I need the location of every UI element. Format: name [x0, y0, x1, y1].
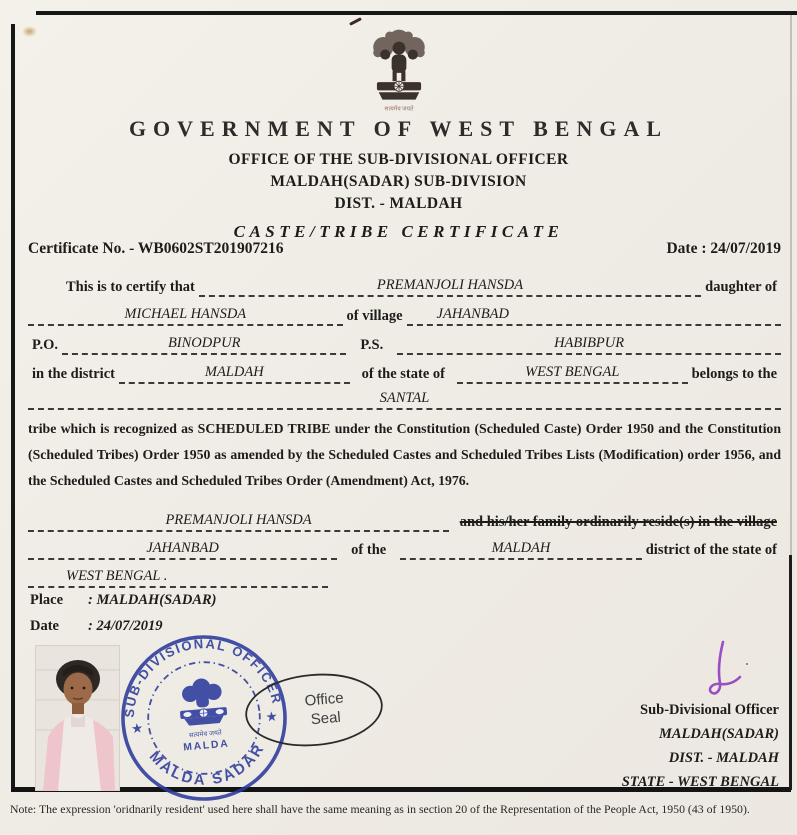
stamp-bottom-text: MALDA SADAR [145, 740, 269, 789]
row-reside-state [28, 560, 781, 588]
district-field [119, 355, 350, 384]
stamp-emblem-icon [177, 677, 228, 727]
resident-name-value: PREMANJOLI HANSDA [165, 512, 312, 528]
row-certify [28, 268, 781, 297]
certificate-number-value: WB0602ST201907216 [137, 240, 284, 257]
reside-village-value: JAHANBAD [146, 540, 219, 556]
row-district-state [28, 355, 781, 384]
certificate-title: CASTE/TRIBE CERTIFICATE [233, 222, 564, 241]
village-label: of village [346, 308, 403, 324]
ps-field [397, 326, 781, 355]
of-the-label: of the [351, 542, 387, 558]
office-seal [240, 666, 388, 754]
tribe-value: SANTAL [379, 390, 430, 406]
village-value: JAHANBAD [436, 306, 510, 322]
certificate-number [28, 240, 283, 258]
state-label: of the state of [361, 366, 445, 382]
date-value: 24/07/2019 [710, 240, 781, 257]
national-emblem-icon [0, 20, 797, 112]
reside-village-field [28, 532, 337, 560]
ps-value: HABIBPUR [554, 335, 625, 351]
belongs-label: belongs to the [691, 366, 778, 382]
office-line: OFFICE OF THE SUB-DIVISIONAL OFFICER [228, 151, 569, 168]
district-value: MALDAH [204, 364, 264, 380]
row-po-ps [28, 326, 781, 355]
government-title: GOVERNMENT OF WEST BENGAL [128, 116, 669, 141]
state-value: WEST BENGAL [525, 364, 620, 380]
footer-date-label: Date [30, 618, 59, 634]
frame-right-border [789, 555, 792, 790]
reside-district-value: MALDAH [491, 540, 551, 556]
frame-top-border [36, 11, 797, 15]
stamp-motto: सत्यमेव जयते [188, 729, 223, 740]
row-tribe [28, 384, 781, 410]
place-row [30, 592, 217, 609]
reside-state-value: WEST BENGAL . [66, 568, 168, 584]
stamp-center-text: MALDA [182, 738, 231, 754]
office-seal-line2: Seal [310, 708, 342, 729]
certificate-body [28, 268, 781, 588]
po-label: P.O. [32, 337, 59, 353]
meta-row [28, 240, 781, 258]
reside-state-field [28, 560, 328, 588]
issue-date [666, 240, 781, 258]
reside-label: and his/her family ordinarily reside(s) in the village [459, 514, 777, 530]
certify-label: This is to certify that [66, 279, 195, 295]
father-name-field [28, 297, 343, 326]
applicant-photo [35, 645, 120, 791]
po-field [62, 326, 346, 355]
state-field [457, 355, 688, 384]
recognition-paragraph: tribe which is recognized as SCHEDULED TRIBE under the Constitution (Scheduled Caste) Order 1950 and the Constitution (Scheduled Tribes) Order 1950 as amended by the Scheduled Castes and Scheduled Tribes Lists (Modification) order 1956, and the Scheduled Castes and Scheduled Tribes Order (Amendment) Act, 1976. [28, 421, 781, 488]
father-name-value: MICHAEL HANSDA [124, 306, 247, 322]
signatory-title: Sub-Divisional Officer [640, 702, 779, 718]
row-father [28, 297, 781, 326]
district-state-label: district of the state of [645, 542, 777, 558]
po-value: BINODPUR [167, 335, 241, 351]
relation-label: daughter of [705, 279, 777, 295]
tribe-field [28, 384, 781, 410]
header [0, 20, 797, 242]
footer-date-value: : 24/07/2019 [88, 618, 163, 634]
row-resident [28, 504, 781, 532]
in-district-label: in the district [32, 366, 115, 382]
stamp-star-left: ★ [130, 720, 144, 737]
signatory-state: STATE - WEST BENGAL [621, 774, 779, 790]
place-label: Place [30, 592, 64, 608]
emblem-motto: सत्यमेव जयते [384, 106, 413, 113]
office-seal-line1: Office [304, 689, 345, 710]
date-label: Date : [666, 240, 707, 257]
ps-label: P.S. [360, 337, 384, 353]
row-reside-village [28, 532, 781, 560]
resident-name-field [28, 504, 449, 532]
footnote: Note: The expression 'oridnarily resident' used here shall have the same meaning as in section 20 of the Representation of the People Act, 1950 (43 of 1950). [10, 802, 750, 816]
reside-district-field [400, 532, 642, 560]
name-value: PREMANJOLI HANSDA [376, 277, 524, 293]
place-value: : MALDAH(SADAR) [88, 592, 217, 608]
signatory-block [622, 698, 779, 794]
name-field [199, 268, 701, 297]
signatory-subdivision: MALDAH(SADAR) [658, 726, 779, 742]
certificate-number-label: Certificate No. - [28, 240, 135, 257]
village-field [407, 297, 781, 326]
stamp-top-text: SUB-DIVISIONAL OFFICER [121, 636, 285, 719]
stamp-star-right: ★ [264, 708, 279, 725]
district-line: DIST. - MALDAH [334, 195, 463, 212]
signatory-district: DIST. - MALDAH [668, 750, 779, 766]
subdivision-line: MALDAH(SADAR) SUB-DIVISION [270, 173, 527, 190]
